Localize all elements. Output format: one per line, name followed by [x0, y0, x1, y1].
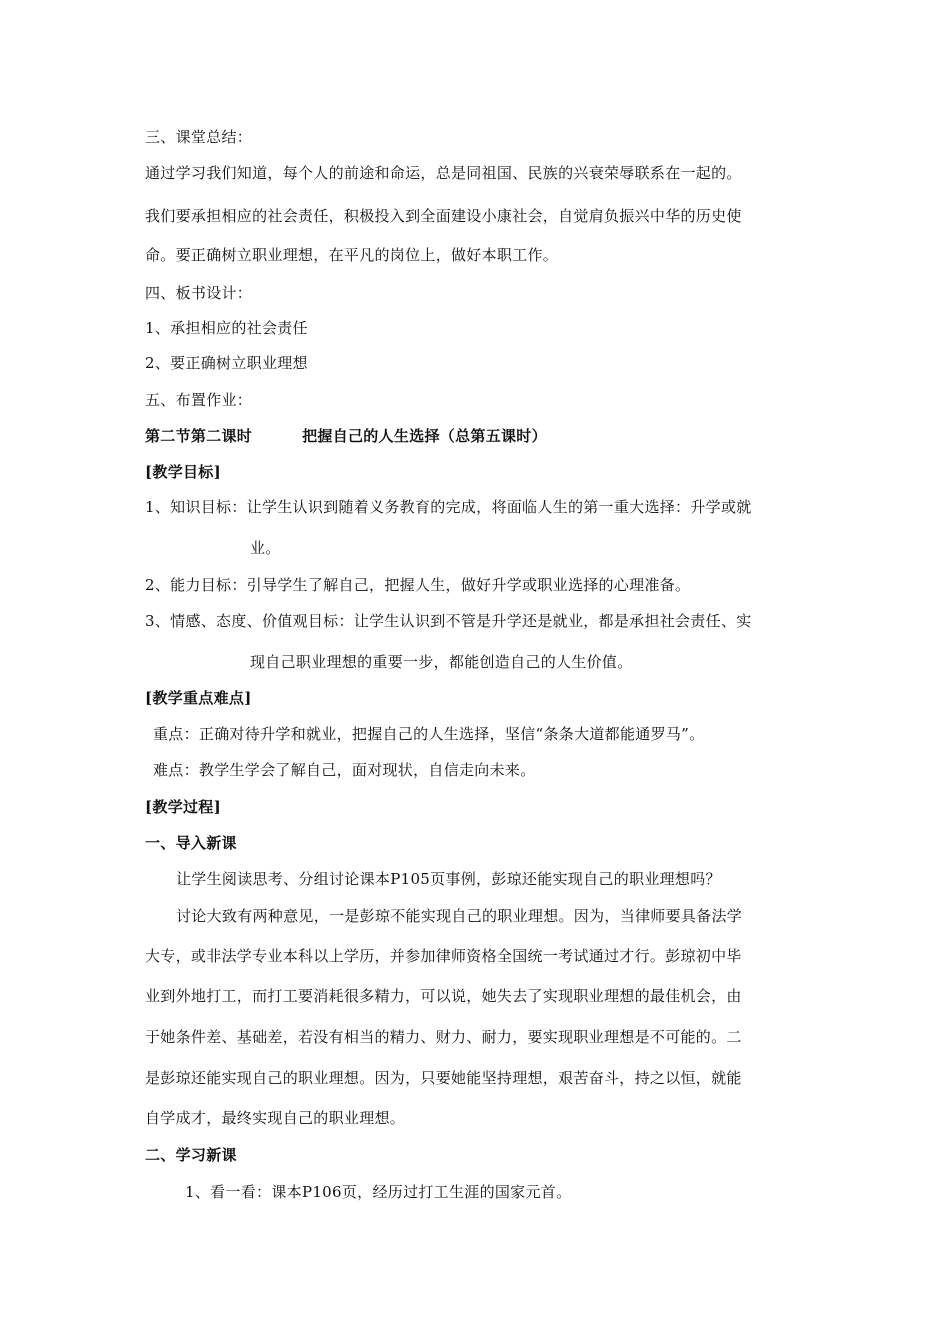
heading-introduction: 一、导入新课: [145, 834, 237, 852]
goal-item: 1、知识目标：让学生认识到随着义务教育的完成，将面临人生的第一重大选择：升学或就: [145, 498, 752, 516]
goal-item-continued: 业。: [250, 539, 281, 557]
section-heading-summary: 三、课堂总结：: [145, 128, 253, 146]
goal-item: 3、情感、态度、价值观目标：让学生认识到不管是升学还是就业，都是承担社会责任、实: [145, 612, 752, 630]
lesson-topic: 把握自己的人生选择（总第五课时）: [302, 427, 547, 445]
paragraph-line: 业到外地打工，而打工要消耗很多精力，可以说，她失去了实现职业理想的最佳机会，由: [145, 987, 742, 1005]
paragraph-line: 1、看一看：课本P106页，经历过打工生涯的国家元首。: [185, 1183, 572, 1201]
paragraph-line: 讨论大致有两种意见，一是彭琼不能实现自己的职业理想。因为，当律师要具备法学: [176, 907, 743, 925]
section-heading-board: 四、板书设计：: [145, 284, 253, 302]
heading-teaching-goals: [教学目标]: [145, 463, 221, 481]
paragraph-line: 于她条件差、基础差，若没有相当的精力、财力、耐力，要实现职业理想是不可能的。二: [145, 1028, 742, 1046]
heading-new-lesson: 二、学习新课: [145, 1146, 237, 1164]
goal-item: 2、能力目标：引导学生了解自己，把握人生，做好升学或职业选择的心理准备。: [145, 576, 691, 594]
paragraph-line: 通过学习我们知道，每个人的前途和命运，总是同祖国、民族的兴衰荣辱联系在一起的。: [145, 164, 742, 182]
paragraph-line: 大专，或非法学专业本科以上学历，并参加律师资格全国统一考试通过才行。彭琼初中毕: [145, 947, 742, 965]
paragraph-line: 自学成才，最终实现自己的职业理想。: [145, 1109, 406, 1127]
list-item: 1、承担相应的社会责任: [145, 319, 308, 337]
list-item: 2、要正确树立职业理想: [145, 354, 308, 372]
lesson-number: 第二节第二课时: [145, 427, 253, 445]
difficult-point: 难点：教学生学会了解自己，面对现状，自信走向未来。: [153, 761, 536, 779]
heading-teaching-process: [教学过程]: [145, 798, 221, 816]
goal-item-continued: 现自己职业理想的重要一步，都能创造自己的人生价值。: [250, 653, 633, 671]
section-heading-homework: 五、布置作业：: [145, 391, 253, 409]
paragraph-line: 是彭琼还能实现自己的职业理想。因为，只要她能坚持理想，艰苦奋斗，持之以恒，就能: [145, 1069, 742, 1087]
key-point: 重点：正确对待升学和就业，把握自己的人生选择，坚信“条条大道都能通罗马”。: [153, 725, 705, 743]
heading-key-points: [教学重点难点]: [145, 689, 252, 707]
paragraph-line: 让学生阅读思考、分组讨论课本P105页事例，彭琼还能实现自己的职业理想吗？: [176, 870, 721, 888]
paragraph-line: 命。要正确树立职业理想，在平凡的岗位上，做好本职工作。: [145, 246, 559, 264]
paragraph-line: 我们要承担相应的社会责任，积极投入到全面建设小康社会，自觉肩负振兴中华的历史使: [145, 207, 742, 225]
lesson-title: [145, 426, 547, 446]
